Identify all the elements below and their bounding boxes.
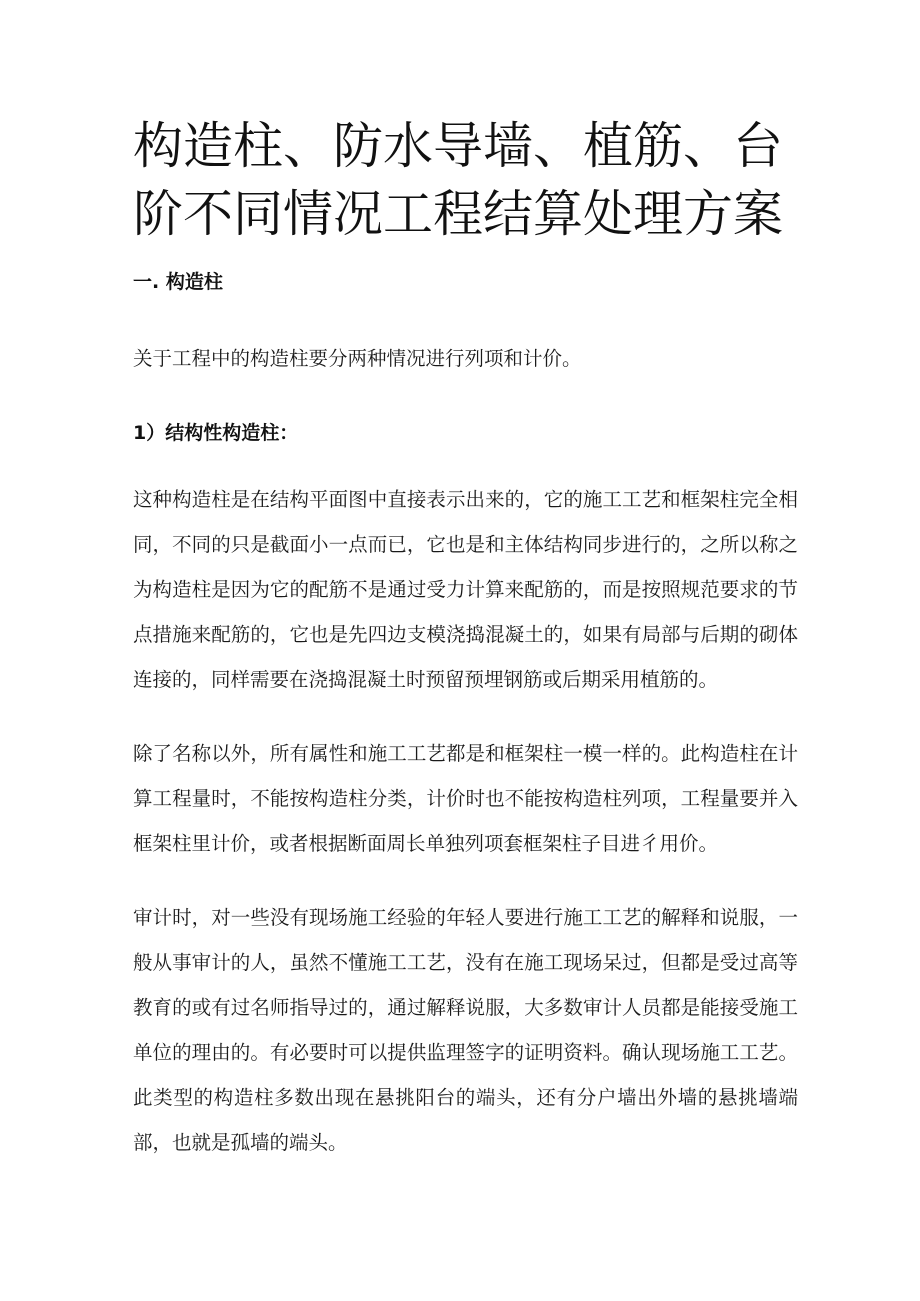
sub-heading: 1）结构性构造柱： (133, 422, 299, 444)
body-paragraph-3: 审计时，对一些没有现场施工经验的年轻人要进行施工工艺的解释和说服，一般从事审计的人，虽然不懂施工工艺，没有在施工现场呆过，但都是受过高等教育的或有过名师指导过的，通过解释说服，大多数审计人员都是能接受施工单位的理由的。有必要时可以提供监理签字的证明资料。确认现场施工工艺。此类型的构造柱多数出现在悬挑阳台的端头，还有分户墙出外墙的悬挑墙端部，也就是孤墙的端头。 (133, 906, 798, 1154)
intro-paragraph: 关于工程中的构造柱要分两种情况进行列项和计价。 (133, 347, 582, 370)
body-paragraph-2: 除了名称以外，所有属性和施工工艺都是和框架柱一模一样的。此构造柱在计算工程量时，不能按构造柱分类，计价时也不能按构造柱列项，工程量要并入框架柱里计价，或者根据断面周长单独列项套框架柱子目进彳用价。 (133, 742, 798, 855)
section-heading: 一. 构造柱 (133, 271, 223, 293)
document-title: 构造柱、防水导墙、植筋、台阶不同情况工程结算处理方案 (133, 117, 783, 243)
body-paragraph-1: 这种构造柱是在结构平面图中直接表示出来的，它的施工工艺和框架柱完全相同，不同的只是截面小一点而已，它也是和主体结构同步进行的，之所以称之为构造柱是因为它的配筋不是通过受力计算来配筋的，而是按照规范要求的节点措施来配筋的，它也是先四边支模浇捣混凝土的，如果有局部与后期的砌体连接的，同样需要在浇捣混凝土时预留预埋钢筋或后期采用植筋的。 (133, 488, 798, 691)
